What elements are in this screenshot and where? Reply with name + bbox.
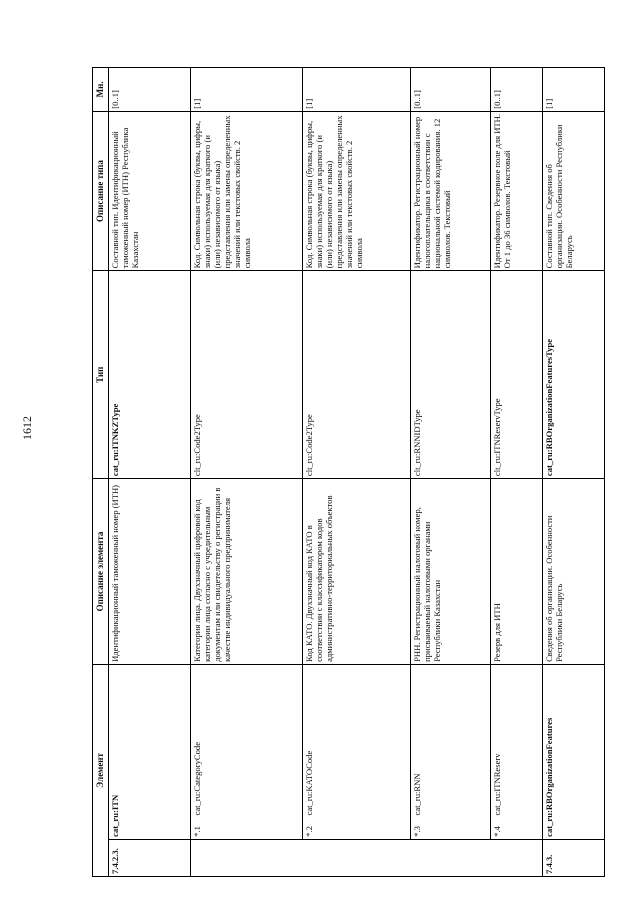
type-name: clt_ru:ITNReservType xyxy=(490,271,542,479)
multiplicity: [0..1] xyxy=(490,68,542,112)
element-description: Код КАТО. Двухзначный код КАТО в соответствии с классификатором кодов административно-территориальных объектов xyxy=(302,479,410,665)
header-element: Элемент xyxy=(93,664,109,876)
element-name: cat_ru:RNN xyxy=(410,664,490,817)
multiplicity: [0..1] xyxy=(410,68,490,112)
row-number: *.2 xyxy=(302,817,410,839)
table-header-row xyxy=(93,68,109,877)
header-mult: Мн. xyxy=(93,68,109,112)
element-name: cat_ru:ITN xyxy=(108,664,190,839)
row-number: 7.4.2.3. xyxy=(108,839,190,876)
type-description: Код. Символьная строка (буквы, цифры, знаки) используемая для краткого (и (или) независимого от языка) представления или замены определенных значений или текстовых свойств. 2 символа xyxy=(302,111,410,271)
multiplicity: [1] xyxy=(542,68,604,112)
type-description: Идентификатор. Регистрационный номер налогоплательщика в соответствии с национальной системой кодирования. 12 символов. Текстовый xyxy=(410,111,490,271)
table-row xyxy=(108,68,190,877)
table-row xyxy=(490,68,542,877)
indent-cell xyxy=(190,839,302,876)
row-number: *.1 xyxy=(190,817,302,839)
element-name: cat_ru:RBOrganizationFeatures xyxy=(542,664,604,839)
element-description: Резерв для ИТН xyxy=(490,479,542,665)
element-name: cat_ru:KATOCode xyxy=(302,664,410,817)
header-type-desc: Описание типа xyxy=(93,111,109,271)
type-description: Код. Символьная строка (буквы, цифры, знаки) используемая для краткого (и (или) независимого от языка) представления или замены определенных значений или текстовых свойств. 2 символа xyxy=(190,111,302,271)
type-description: Составной тип. Сведения об организации. Особенности Республики Беларусь xyxy=(542,111,604,271)
indent-cell xyxy=(302,839,410,876)
element-name: cat_ru:ITNReserv xyxy=(490,664,542,817)
row-number: 7.4.3. xyxy=(542,839,604,876)
type-description: Идентификатор. Резервное поле для ИТН. От 1 до 36 символов. Текстовый xyxy=(490,111,542,271)
table-row xyxy=(302,68,410,877)
rotated-table-container xyxy=(92,67,632,877)
table-row xyxy=(190,68,302,877)
element-description: Сведения об организации. Особенности Республики Беларусь xyxy=(542,479,604,665)
multiplicity: [1] xyxy=(190,68,302,112)
header-element-desc: Описание элемента xyxy=(93,479,109,665)
element-description: Идентификационный таможенный номер (ИТН) xyxy=(108,479,190,665)
multiplicity: [0..1] xyxy=(108,68,190,112)
type-description: Составной тип. Идентификационный таможенный номер (ИТН) Республика Казахстан xyxy=(108,111,190,271)
element-description: Категория лица. Двухзначный цифровой код категории лица согласно с учредительным документам или свидетельству о регистрации в качестве индивидуального предпринимателя xyxy=(190,479,302,665)
multiplicity: [1] xyxy=(302,68,410,112)
row-number: *.4 xyxy=(490,817,542,839)
type-name: clt_ru:RNNIDType xyxy=(410,271,490,479)
row-number: *.3 xyxy=(410,817,490,839)
type-name: clt_ru:Code2Type xyxy=(302,271,410,479)
type-name: cat_ru:RBOrganizationFeaturesType xyxy=(542,271,604,479)
page-number: 1612 xyxy=(20,416,34,440)
indent-cell xyxy=(490,839,542,876)
header-type: Тип xyxy=(93,271,109,479)
type-name: cat_ru:ITNKZType xyxy=(108,271,190,479)
table-row xyxy=(542,68,604,877)
element-name: cat_ru:CategoryCode xyxy=(190,664,302,817)
elements-table xyxy=(92,67,605,877)
element-description: РНН. Регистрационный налоговый номер, присваиваемый налоговыми органами Республики Казахстан xyxy=(410,479,490,665)
type-name: clt_ru:Code2Type xyxy=(190,271,302,479)
indent-cell xyxy=(410,839,490,876)
table-row xyxy=(410,68,490,877)
